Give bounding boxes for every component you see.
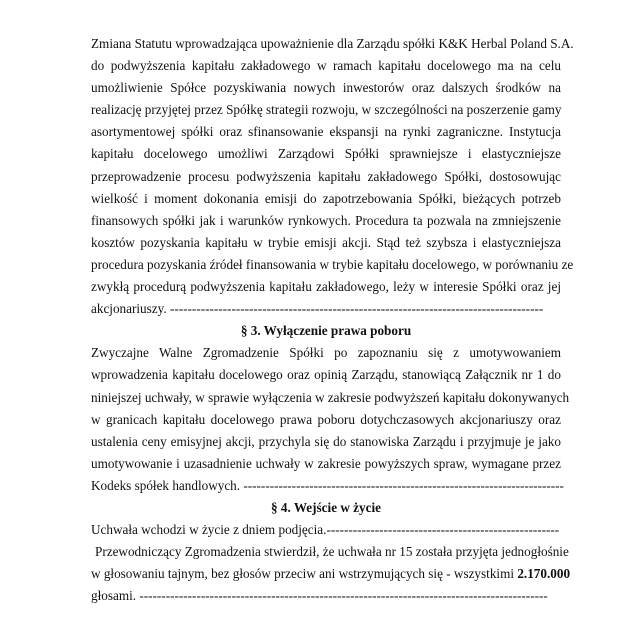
vote-result-paragraph — [91, 541, 571, 607]
text-line: wielkość i moment dokonania emisji do zapotrzebowania Spółki, bieżących potrzeb — [91, 190, 561, 206]
text-line: Kodeks spółek handlowych. ------------------------------------------------------------------------- — [91, 477, 564, 493]
text-line: Zmiana Statutu wprowadzająca upoważnienie dla Zarządu spółki K&K Herbal Poland S.A. — [91, 36, 574, 51]
text-line: kapitału docelowego umożliwi Zarządowi Spółki sprawniejsze i elastyczniejsze — [91, 146, 561, 162]
text-line: realizację przyjętej przez Spółkę strategii rozwoju, w szczególności na poszerzenie gamy — [91, 102, 562, 118]
text-line: w granicach kapitału docelowego prawa poboru dotychczasowych akcjonariuszy oraz — [91, 411, 561, 427]
text-line: do podwyższenia kapitału zakładowego w ramach kapitału docelowego ma na celu — [91, 58, 561, 74]
text-line: zwykłą procedurą podwyższenia kapitału zakładowego, leży w interesie Spółki oraz jej — [91, 279, 561, 295]
text-line: głosami. --------------------------------------------------------------------------------------------- — [91, 588, 548, 604]
text-line — [91, 563, 571, 585]
paragraph-preemption-exclusion — [91, 342, 570, 497]
text-line: ustalenia ceny emisyjnej akcji, przychyla się do stanowiska Zarządu i przyjmuje je jako — [91, 433, 561, 449]
text-line: wprowadzenia kapitału docelowego oraz opinią Zarządu, stanowiącą Załącznik nr 1 do — [91, 367, 561, 383]
text-line: akcjonariuszy. ------------------------------------------------------------------------------------- — [91, 301, 544, 317]
section-heading-3: § 3. Wyłączenie prawa poboru — [240, 323, 412, 339]
text-line: Zwyczajne Walne Zgromadzenie Spółki po zapoznaniu się z umotywowaniem — [91, 345, 561, 361]
text-line: finansowych spółki jak i warunków rynkowych. Procedura ta pozwala na zmniejszenie — [91, 212, 561, 228]
vote-statement-text: w głosowaniu tajnym, bez głosów przeciw ani wstrzymujących się - wszystkimi — [91, 566, 518, 582]
text-line: umotywowanie i uzasadnienie uchwały w zakresie powyższych spraw, wymagane przez — [91, 455, 561, 471]
paragraph-capital-rationale — [91, 33, 574, 320]
text-line: niniejszej uchwały, w sprawie wyłączenia w zakresie podwyższeń kapitału dokonywanych — [91, 389, 570, 405]
text-line: Przewodniczący Zgromadzenia stwierdził, że uchwała nr 15 została przyjęta jednogłośnie — [95, 544, 569, 560]
vote-count: 2.170.000 — [517, 566, 571, 582]
text-line: procedura pozyskania źródeł finansowania w trybie kapitału docelowego, w porównaniu ze — [91, 256, 574, 272]
section-heading-4: § 4. Wejście w życie — [271, 499, 381, 515]
effective-date-statement: Uchwała wchodzi w życie z dniem podjęcia.----------------------------------------------------- — [91, 522, 560, 538]
text-line: przeprowadzenie procesu podwyższenia kapitału zakładowego Spółki, dostosowując — [91, 168, 561, 184]
text-line: asortymentowej spółki oraz sfinansowanie ekspansji na rynki zagraniczne. Instytucja — [91, 124, 561, 140]
text-line: kosztów pozyskania kapitału w trybie emisji akcji. Stąd też szybsza i elastyczniejsza — [91, 234, 561, 250]
text-line: umożliwienie Spółce pozyskiwania nowych inwestorów oraz dalszych środków na — [91, 80, 561, 96]
document-page — [91, 33, 574, 607]
